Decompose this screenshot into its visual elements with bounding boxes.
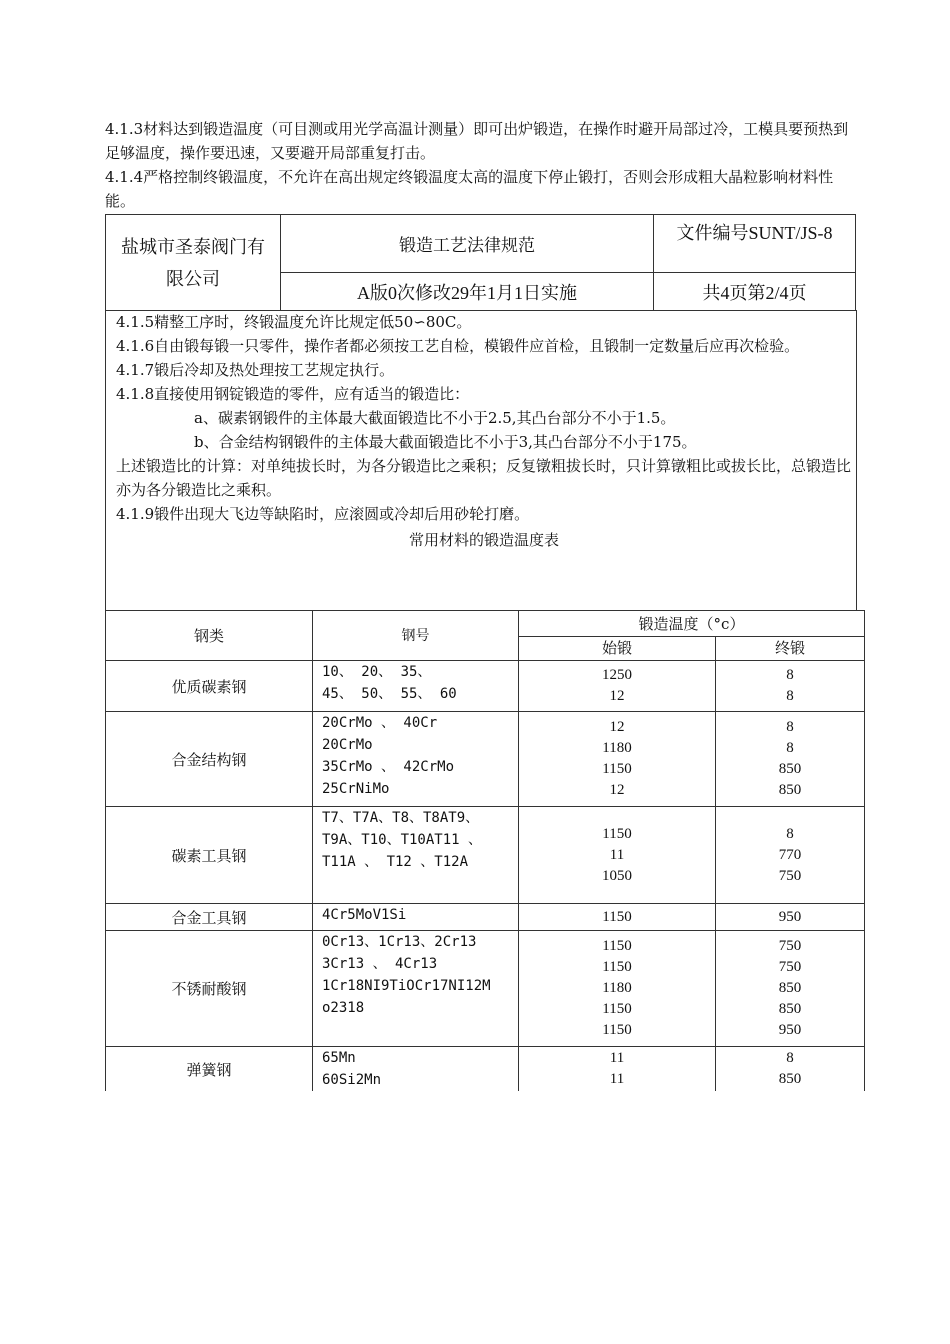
start-temp-cell-line: 1150 <box>602 938 632 954</box>
clause-4-1-5: 4.1.5精整工序时，终锻温度允许比规定低50∽80C。 <box>116 313 472 331</box>
grade-cell <box>313 904 519 931</box>
end-temp-cell-line: 850 <box>778 1001 802 1017</box>
steel-type-cell: 优质碳素钢 <box>106 661 313 712</box>
grade-cell-line: 35CrMo 、 42CrMo <box>322 759 455 775</box>
intro-text <box>105 117 860 213</box>
start-temp-cell-line: 1150 <box>602 1001 632 1017</box>
steel-type-cell: 不锈耐酸钢 <box>106 931 313 1047</box>
end-temp-cell <box>716 712 865 807</box>
end-temp-cell-line: 8 <box>786 1050 794 1066</box>
end-temp-cell-line: 950 <box>778 1022 802 1038</box>
start-temp-cell-line: 11 <box>609 846 625 863</box>
end-temp-cell-line: 750 <box>778 867 802 884</box>
start-temp-cell-line: 11 <box>609 1071 625 1087</box>
content-box <box>105 310 857 611</box>
grade-cell <box>313 807 519 904</box>
ratio-calculation: 上述锻造比的计算：对单纯拔长时，为各分锻造比之乘积；反复镦粗拔长时，只计算镦粗比或拔长比，总锻造比亦为各分锻造比之乘积。 <box>116 457 852 499</box>
clause-4-1-7: 4.1.7锻后冷却及热处理按工艺规定执行。 <box>116 361 395 379</box>
start-temp-cell <box>519 712 716 807</box>
grade-cell <box>313 661 519 712</box>
grade-cell <box>313 1047 519 1092</box>
document-title: 锻造工艺法律规范 <box>281 215 654 273</box>
end-temp-cell-line: 850 <box>778 782 802 798</box>
start-temp-cell-line: 12 <box>609 719 625 735</box>
end-temp-cell-line: 750 <box>778 938 802 954</box>
grade-cell-line: o2318 <box>322 1000 365 1016</box>
end-temp-cell-line: 8 <box>786 740 794 756</box>
steel-type-cell: 弹簧钢 <box>106 1047 313 1092</box>
company-name: 盐城市圣泰阀门有 限公司 <box>106 215 281 311</box>
forging-temperature-table <box>105 610 865 1091</box>
end-temp-cell <box>716 1047 865 1092</box>
grade-cell-line: T9A、T10、T10AT11 、 <box>322 832 483 848</box>
start-temp-cell-line: 1050 <box>602 867 632 884</box>
end-temp-cell-line: 8 <box>786 667 794 683</box>
grade-cell <box>313 712 519 807</box>
clause-4-1-8: 4.1.8直接使用钢锭锻造的零件，应有适当的锻造比： <box>116 385 470 403</box>
start-temp-cell-line: 1150 <box>602 908 632 925</box>
start-temp-cell-line: 1150 <box>602 1022 632 1038</box>
end-temp-cell-line: 850 <box>778 980 802 996</box>
grade-cell-line: 1Cr18NI9TiOCr17NI12M <box>322 978 491 994</box>
table-caption: 常用材料的锻造温度表 <box>408 531 559 549</box>
header-end-forging: 终锻 <box>716 637 865 661</box>
start-temp-cell-line: 1150 <box>602 761 632 777</box>
header-forging-temp: 锻造温度（°c） <box>519 611 865 637</box>
clause-4-1-9: 4.1.9锻件出现大飞边等缺陷时，应滚圆或冷却后用砂轮打磨。 <box>116 505 530 523</box>
table-row <box>106 712 865 807</box>
grade-cell-line: 25CrNiMo <box>322 781 390 797</box>
end-temp-cell-line: 8 <box>786 719 794 735</box>
start-temp-cell-line: 12 <box>609 782 625 798</box>
end-temp-cell-line: 850 <box>778 1071 802 1087</box>
clause-4-1-6: 4.1.6自由锻每锻一只零件，操作者都必须按工艺自检，模锻件应首检，且锻制一定数量后应再次检验。 <box>116 337 800 355</box>
grade-cell-line: 60Si2Mn <box>322 1072 382 1088</box>
end-temp-cell-line: 770 <box>778 846 802 863</box>
end-temp-cell-line: 8 <box>786 688 794 704</box>
start-temp-cell <box>519 807 716 904</box>
clause-4-1-8-a: a、碳素钢锻件的主体最大截面锻造比不小于2.5,其凸台部分不小于1.5。 <box>194 409 676 427</box>
start-temp-cell-line: 1180 <box>602 980 632 996</box>
grade-cell-line: 20CrMo 、 40Cr <box>322 715 438 731</box>
end-temp-cell <box>716 904 865 931</box>
start-temp-cell-line: 1150 <box>602 959 632 975</box>
page-info: 共4页第2/4页 <box>654 273 856 311</box>
table-row <box>106 661 865 712</box>
steel-type-cell: 合金结构钢 <box>106 712 313 807</box>
start-temp-cell-line: 1150 <box>602 825 632 842</box>
start-temp-cell-line: 12 <box>609 688 625 704</box>
end-temp-cell-line: 750 <box>778 959 802 975</box>
grade-cell-line: T7、T7A、T8、T8AT9、 <box>322 810 480 826</box>
start-temp-cell <box>519 931 716 1047</box>
document-number: 文件编号SUNT/JS-8 <box>654 215 856 273</box>
grade-cell-line: T11A 、 T12 、T12A <box>322 854 469 870</box>
table-row <box>106 1047 865 1092</box>
document-header-table <box>105 214 856 311</box>
revision-info: A版0次修改29年1月1日实施 <box>281 273 654 311</box>
grade-cell <box>313 931 519 1047</box>
grade-cell-line: 65Mn <box>322 1050 356 1066</box>
start-temp-cell <box>519 1047 716 1092</box>
grade-cell-line: 0Cr13、1Cr13、2Cr13 <box>322 934 477 950</box>
steel-type-cell: 合金工具钢 <box>106 904 313 931</box>
table-row <box>106 807 865 904</box>
grade-cell-line: 45、 50、 55、 60 <box>322 686 457 702</box>
table-row <box>106 931 865 1047</box>
clause-4-1-8-b: b、合金结构钢锻件的主体最大截面锻造比不小于3,其凸台部分不小于175。 <box>194 433 697 451</box>
start-temp-cell-line: 1180 <box>602 740 632 756</box>
start-temp-cell <box>519 904 716 931</box>
start-temp-cell-line: 1250 <box>602 667 632 683</box>
header-start-forging: 始锻 <box>519 637 716 661</box>
clause-4-1-4: 4.1.4严格控制终锻温度，不允许在高出规定终锻温度太高的温度下停止锻打，否则会形成粗大晶粒影响材料性能。 <box>105 168 834 210</box>
table-row <box>106 904 865 931</box>
end-temp-cell-line: 850 <box>778 761 802 777</box>
grade-cell-line: 20CrMo <box>322 737 373 753</box>
end-temp-cell <box>716 661 865 712</box>
steel-type-cell: 碳素工具钢 <box>106 807 313 904</box>
clause-4-1-3: 4.1.3材料达到锻造温度（可目测或用光学高温计测量）即可出炉锻造，在操作时避开局部过冷，工模具要预热到足够温度，操作要迅速，又要避开局部重复打击。 <box>105 120 849 162</box>
header-steel-type: 钢类 <box>106 611 313 661</box>
end-temp-cell-line: 950 <box>778 908 802 925</box>
grade-cell-line: 4Cr5MoV1Si <box>322 907 407 923</box>
header-grade: 钢号 <box>313 611 519 661</box>
end-temp-cell <box>716 931 865 1047</box>
start-temp-cell-line: 11 <box>609 1050 625 1066</box>
end-temp-cell <box>716 807 865 904</box>
grade-cell-line: 3Cr13 、 4Cr13 <box>322 956 438 972</box>
start-temp-cell <box>519 661 716 712</box>
grade-cell-line: 10、 20、 35、 <box>322 664 432 680</box>
end-temp-cell-line: 8 <box>786 825 794 842</box>
